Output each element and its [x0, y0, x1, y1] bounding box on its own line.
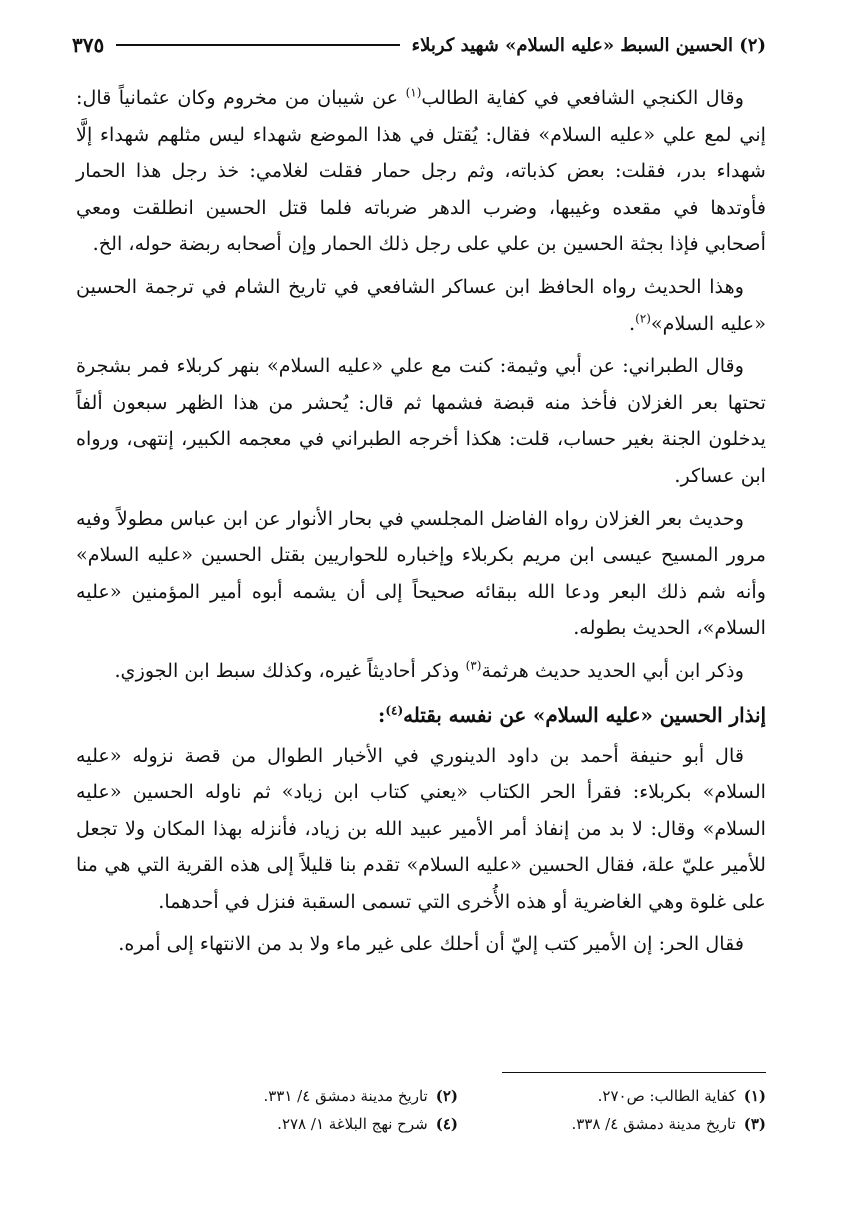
footnote-separator — [502, 1072, 766, 1073]
footnote-ref: (٢) — [635, 311, 651, 326]
footnote-ref: (٣) — [465, 658, 482, 673]
paragraph-text: وقال الكنجي الشافعي في كفاية الطالب — [421, 86, 744, 109]
paragraph-text: وقال الطبراني: عن أبي وثيمة: كنت مع علي «عليه السلام» بنهر كربلاء فمر بشجرة تحتها بعر الغزلان فأخذ منه قبضة فشمها ثم قال: يُحشر من هذا الظهر سبعون ألفاً يدخلون الجنة بغير حساب، قلت: هكذا أخرجه الطبراني في معجمه الكبير، إنتهى، ورواه ابن عساكر. — [76, 354, 766, 487]
footnote-number: (١) — [743, 1087, 766, 1105]
paragraph-text-cont: عن شيبان من مخروم وكان عثمانياً قال: إني لمع علي «عليه السلام» فقال: يُقتل في هذا الموضع شهداء ليس مثلهم شهداء إلَّا شهداء بدر، فقلت: بعض كذباته، وثم رجل حمار فقلت لغلامي: خذ رجل هذا الحمار فأوتدها في مقعده وغيبها، وضرب الدهر ضرباته فلما قتل الحسين انطلقت ومعي أصحابي فإذا بجثة الحسين بن علي على رجل ذلك الحمار وإن أصحابه ربضة حوله، الخ. — [76, 86, 766, 256]
paragraph-text: فقال الحر: إن الأمير كتب إليّ أن أحلك على غير ماء ولا بد من الانتهاء إلى أمره. — [118, 932, 744, 956]
paragraph — [76, 926, 766, 963]
paragraph-text: قال أبو حنيفة أحمد بن داود الدينوري في الأخبار الطوال من قصة نزوله «عليه السلام» بكربلاء: فقرأ الحر الكتاب «يعني كتاب ابن زياد» ثم ناوله الحسين «عليه السلام» وقال: لا بد من إنفاذ أمر الأمير عبيد الله بن زياد، فأنزله بهذا المكان ولا تجعل للأمير عليّ علة، فقال الحسين «عليه السلام» تقدم بنا قليلاً إلى هذه القرية التي هي منا على غلوة وهي الغاضرية أو هذه الأُخرى التي تسمى السقبة فنزل في أحدهما. — [76, 743, 766, 913]
main-text — [76, 80, 766, 969]
footnote-ref: (١) — [405, 85, 422, 100]
paragraph-text: وحديث بعر الغزلان رواه الفاضل المجلسي في بحار الأنوار عن ابن عباس مطولاً وفيه مرور المسيح عيسى ابن مريم بكربلاء وإخباره للحواريين بقتل الحسين «عليه السلام» وأنه شم ذلك البعر ودعا الله ببقائه صحيحاً إلى أن يشمه أبوه أمير المؤمنين «عليه السلام»، الحديث بطوله. — [76, 506, 766, 640]
paragraph-text: وذكر ابن أبي الحديد حديث هرثمة — [481, 658, 744, 682]
section-heading-tail: : — [378, 702, 386, 727]
paragraph-text: وهذا الحديث رواه الحافظ ابن عساكر الشافعي في تاريخ الشام في ترجمة الحسين «عليه السلام» — [76, 274, 766, 335]
footnote-number: (٤) — [435, 1115, 458, 1133]
footnote-text: تاريخ مدينة دمشق ٤/ ٣٣٨. — [571, 1115, 736, 1133]
paragraph — [76, 80, 766, 263]
footnote — [150, 1082, 458, 1110]
paragraph-text-cont: . — [628, 311, 636, 335]
paragraph — [76, 348, 766, 494]
paragraph — [76, 269, 766, 342]
header-rule — [116, 44, 399, 46]
footnote-text: تاريخ مدينة دمشق ٤/ ٣٣١. — [263, 1087, 428, 1105]
running-header — [72, 30, 766, 60]
footnote-ref: (٤) — [385, 702, 404, 717]
footnote — [458, 1110, 766, 1138]
footnotes — [150, 1082, 766, 1138]
footnote — [150, 1110, 458, 1138]
footnote-number: (٢) — [435, 1087, 458, 1105]
header-title: (٢) الحسين السبط «عليه السلام» شهيد كربلاء — [411, 34, 766, 56]
footnote — [458, 1082, 766, 1110]
footnote-text: كفاية الطالب: ص٢٧٠. — [597, 1087, 736, 1105]
page-number: ٣٧٥ — [72, 33, 105, 57]
section-heading-text: إنذار الحسين «عليه السلام» عن نفسه بقتله — [403, 702, 766, 727]
section-heading — [76, 696, 766, 734]
paragraph — [76, 501, 766, 647]
footnote-text: شرح نهج البلاغة ١/ ٢٧٨. — [277, 1115, 428, 1133]
paragraph — [76, 738, 766, 921]
paragraph-text-cont: وذكر أحاديثاً غيره، وكذلك سبط ابن الجوزي. — [114, 658, 466, 682]
footnote-number: (٣) — [743, 1115, 766, 1133]
paragraph — [76, 653, 766, 690]
